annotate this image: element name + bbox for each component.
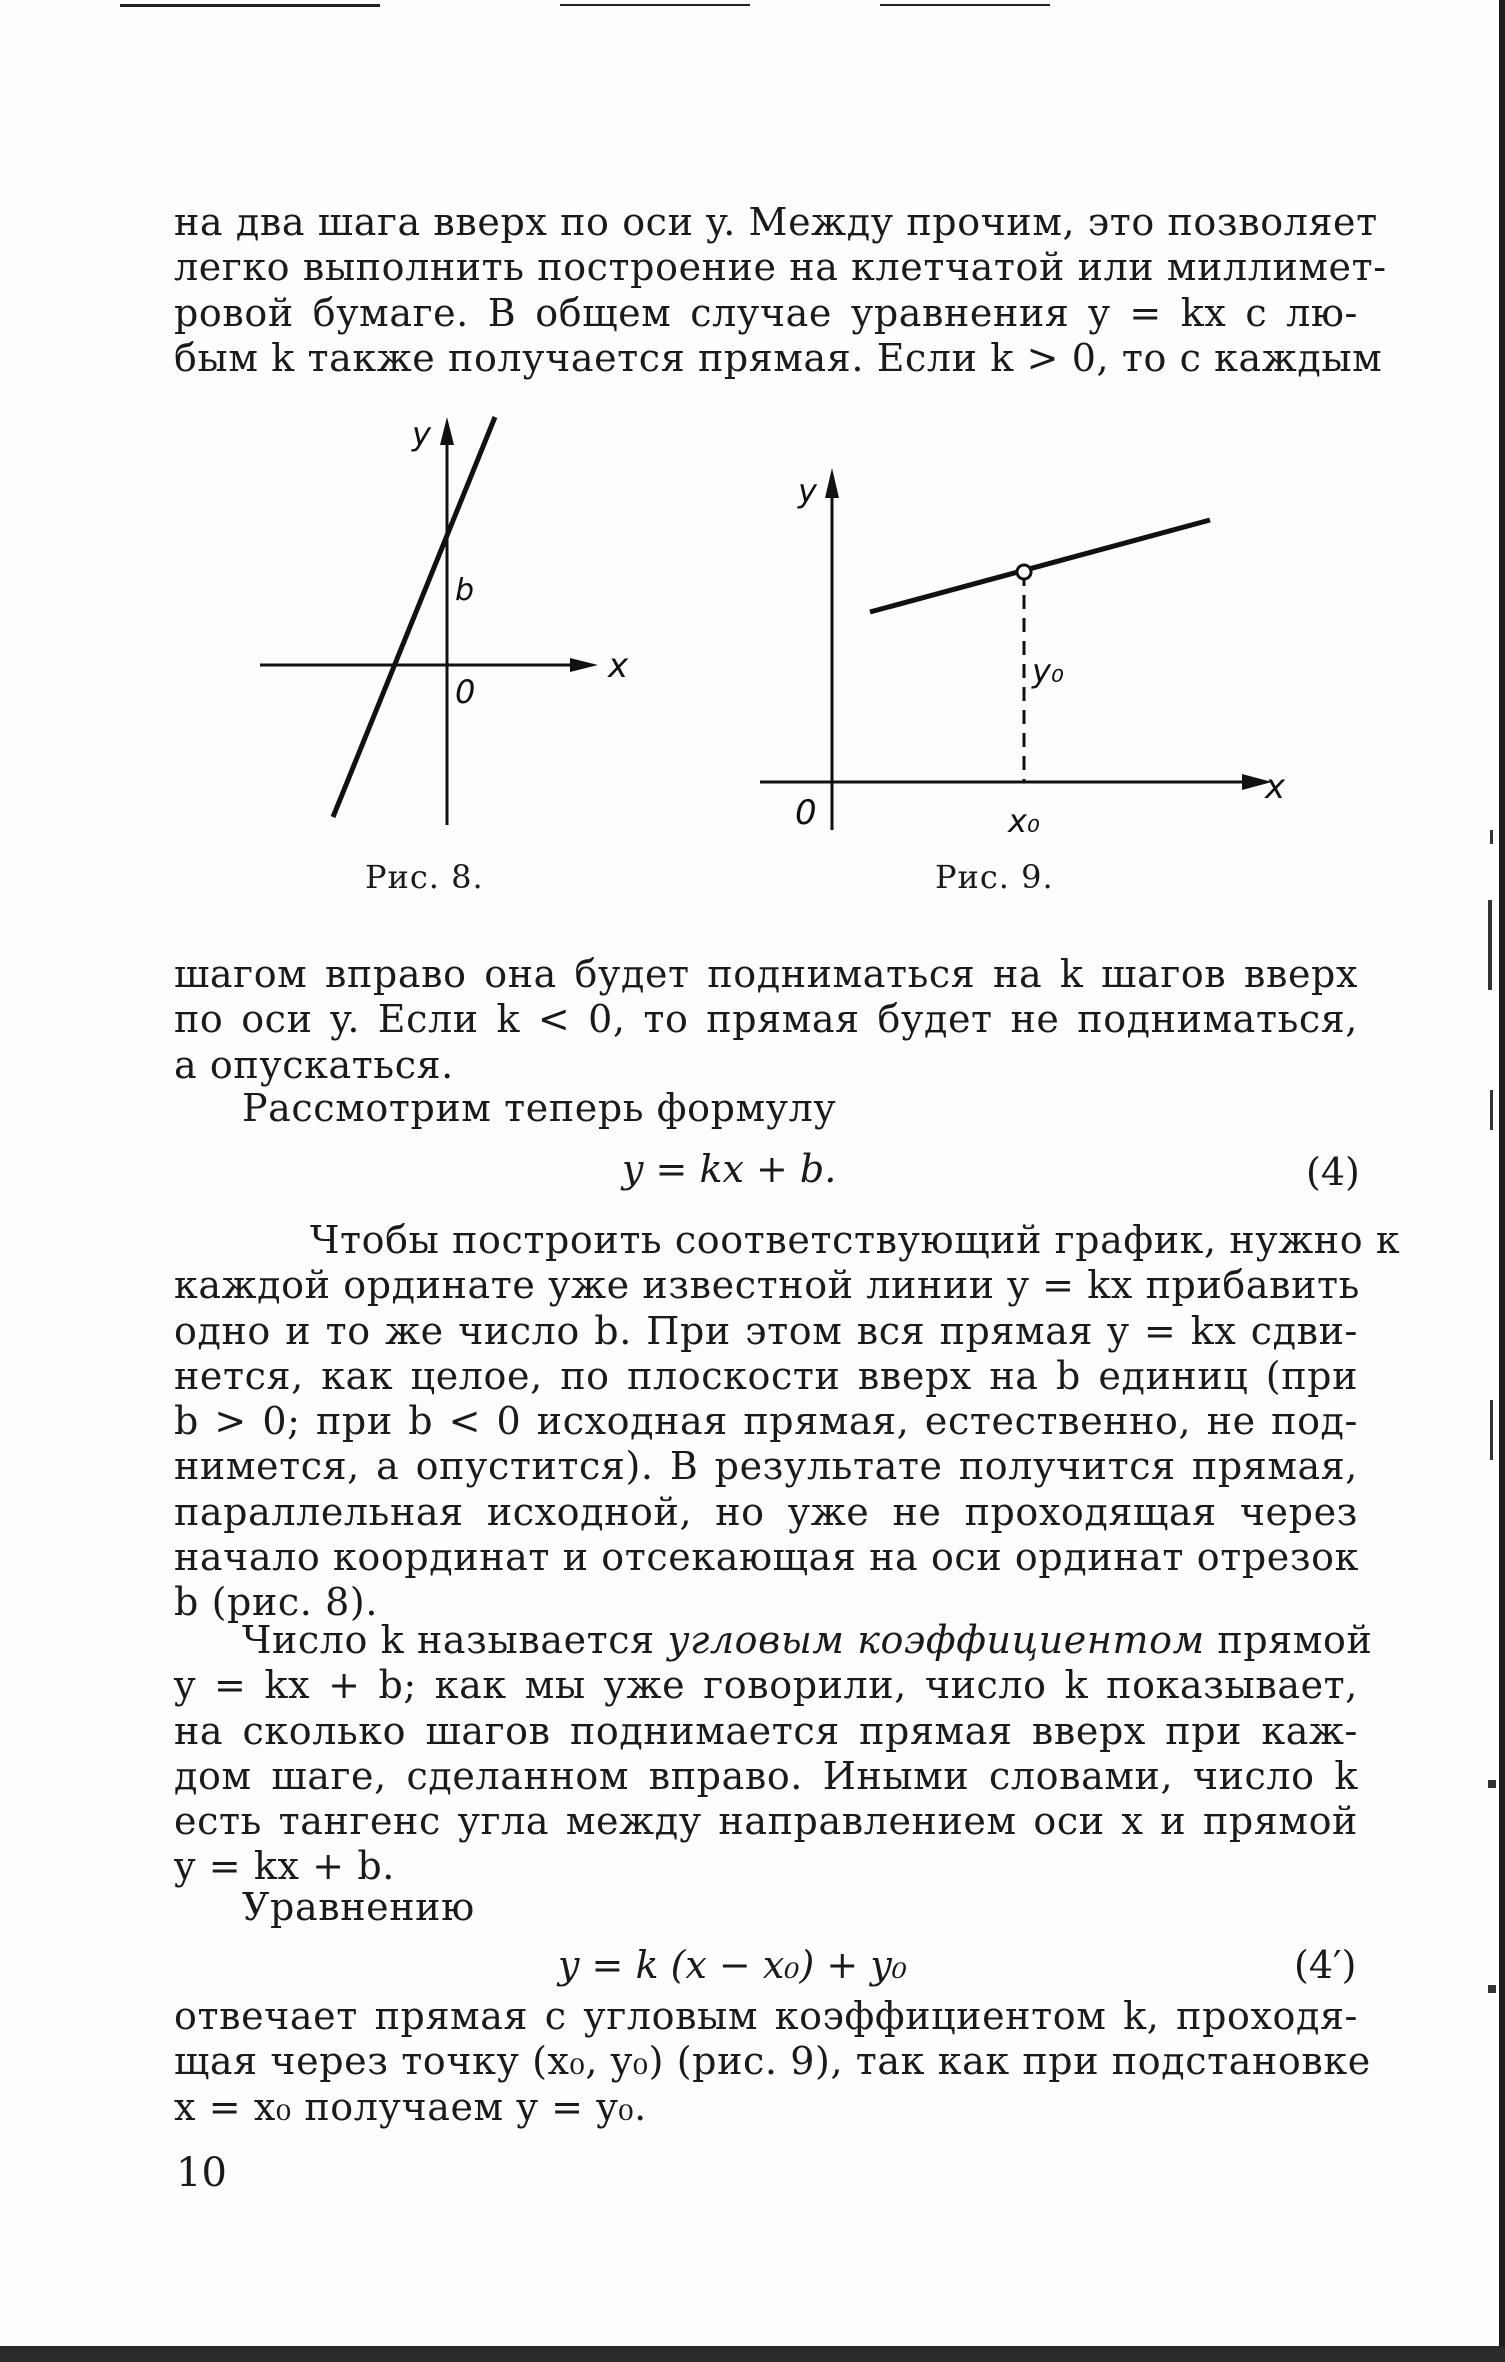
- text-line: x = x₀ получаем y = y₀.: [174, 2084, 647, 2129]
- text-line: а опускаться.: [174, 1042, 454, 1087]
- text-line: начало координат и отсекающая на оси ординат отрезок: [174, 1535, 1360, 1580]
- scan-top-edge: [880, 4, 1050, 6]
- paragraph-consider: [242, 1086, 1142, 1131]
- fig8-y-arrow: [440, 417, 454, 445]
- text-line: y = kx + b.: [174, 1844, 395, 1889]
- text-line: Рассмотрим теперь формулу: [242, 1086, 837, 1130]
- scan-margin-mark: [1488, 1985, 1496, 1993]
- fig8-line: [333, 417, 495, 817]
- text-line: b > 0; при b < 0 исходная прямая, естественно, не под-: [174, 1399, 1358, 1444]
- fig9-label-x: x: [1265, 767, 1286, 807]
- text-line: одно и то же число b. При этом вся прямая y = kx сдви-: [174, 1308, 1358, 1353]
- fig8-label-x: x: [608, 646, 629, 686]
- paragraph-point-slope: [174, 1994, 1371, 2130]
- paragraph-slope: [174, 952, 1358, 1088]
- fig8-x-arrow: [570, 658, 598, 672]
- scan-right-edge: [1499, 0, 1505, 2362]
- figure-8: [240, 405, 660, 845]
- scan-top-edge: [560, 4, 750, 6]
- formula-4: y = kx + b.: [622, 1147, 837, 1191]
- scan-bottom-edge: [0, 2346, 1505, 2362]
- text-line: щая через точку (x₀, y₀) (рис. 9), так как при подстановке: [174, 2039, 1371, 2084]
- fig8-label-y: y: [412, 415, 431, 453]
- scan-margin-mark: [1490, 830, 1493, 844]
- formula-4-prime: y = k (x − x₀) + y₀: [558, 1943, 908, 1987]
- text-line: каждой ординате уже известной линии y = kx прибавить: [174, 1263, 1360, 1308]
- text-line: на сколько шагов поднимается прямая вверх при каж-: [174, 1708, 1358, 1753]
- fig9-label-origin: 0: [795, 793, 817, 833]
- page-number: 10: [176, 2150, 227, 2196]
- scan-margin-mark: [1490, 1400, 1493, 1460]
- text-line: Чтобы построить соответствующий график, нужно к: [310, 1218, 1401, 1262]
- text-line: нимется, а опустится). В результате получится прямая,: [174, 1444, 1358, 1489]
- text-line: Уравнению: [242, 1885, 475, 1929]
- text-line: шагом вправо она будет подниматься на k шагов вверх: [174, 952, 1358, 996]
- fig9-label-y: y: [798, 472, 817, 510]
- figure-9: [760, 460, 1300, 860]
- fig9-point: [1017, 565, 1031, 579]
- formula-4-prime-number: (4′): [1294, 1943, 1357, 1987]
- fig9-y-arrow: [825, 468, 839, 498]
- text-line: по оси y. Если k < 0, то прямая будет не подниматься,: [174, 997, 1358, 1042]
- text-line: параллельная исходной, но уже не проходящая через: [174, 1489, 1358, 1534]
- text-line: ровой бумаге. В общем случае уравнения y = kx с лю-: [174, 290, 1358, 335]
- fig9-label-x0: x₀: [1008, 802, 1040, 840]
- text-line: отвечает прямая с угловым коэффициентом k, проходя-: [174, 1994, 1358, 2038]
- text-line: y = kx + b; как мы уже говорили, число k показывает,: [174, 1663, 1358, 1708]
- text-line: b (рис. 8).: [174, 1580, 379, 1625]
- figure-8-caption: Рис. 8.: [365, 858, 484, 896]
- paragraph-shift: [174, 1218, 1401, 1626]
- text-line: нется, как целое, по плоскости вверх на b единиц (при: [174, 1353, 1358, 1398]
- fig8-label-origin: 0: [455, 673, 476, 711]
- paragraph-intro: [174, 200, 1387, 381]
- text-line: бым k также получается прямая. Если k > 0, то с каждым: [174, 335, 1383, 380]
- paragraph-equation-intro: [242, 1885, 842, 1930]
- text-span: Число k называется: [242, 1618, 668, 1662]
- figure-9-caption: Рис. 9.: [935, 858, 1054, 896]
- fig9-label-y0: y₀: [1032, 652, 1064, 690]
- scan-margin-mark: [1490, 1090, 1493, 1130]
- formula-4-number: (4): [1306, 1150, 1360, 1194]
- text-line: дом шаге, сделанном вправо. Иными словами, число k: [174, 1753, 1358, 1798]
- text-line: [174, 1618, 1373, 1663]
- text-line: есть тангенс угла между направлением оси x и прямой: [174, 1799, 1358, 1844]
- text-span: прямой: [1204, 1618, 1373, 1662]
- fig8-label-b: b: [455, 573, 475, 608]
- scan-top-edge: [120, 4, 380, 7]
- scan-margin-mark: [1488, 1780, 1496, 1788]
- fig9-line: [870, 520, 1210, 612]
- text-line: на два шага вверх по оси y. Между прочим, это позволяет: [174, 200, 1378, 244]
- text-line: легко выполнить построение на клетчатой или миллимет-: [174, 245, 1387, 290]
- term-angular-coefficient: угловым коэффициентом: [667, 1618, 1205, 1662]
- paragraph-angular-coefficient: [174, 1618, 1373, 1890]
- scan-margin-mark: [1488, 900, 1492, 990]
